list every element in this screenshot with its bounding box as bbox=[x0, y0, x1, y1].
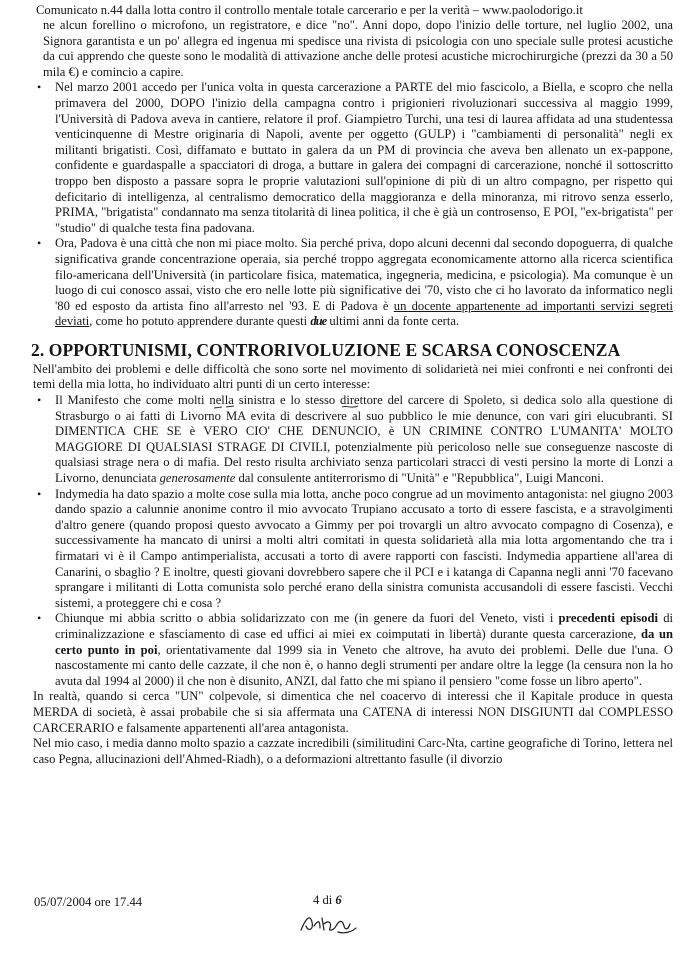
bold-text: precedenti episodi bbox=[558, 611, 658, 626]
bullet-icon: • bbox=[37, 80, 42, 95]
intro-paragraph-continuation: ne alcun forellino o microfono, un registratore, e dice "no". Anni dopo, dopo l'inizio delle torture, nel luglio 2002, una Signora garantista e un po' allegra ed ingenua mi spedisce una rivista di psicologia con uno speciale sulle protesi acustiche da cui apprendo che queste sono le modalità di attivazione anche delle protesi acustiche microchirurgiche (prezzi da 30 a 50 mila €) e comincio a capire. bbox=[43, 18, 673, 79]
bullet-icon: • bbox=[37, 611, 42, 626]
section-intro-paragraph: Nell'ambito dei problemi e delle difficoltà che sono sorte nel movimento di solidarietà nei miei confronti e nei confronti dei temi della mia lotta, ho individuato altri punti di un certo interesse: bbox=[33, 361, 673, 392]
bullet-icon: • bbox=[37, 393, 42, 408]
handwritten-signature-icon bbox=[298, 910, 360, 936]
list-item bbox=[33, 80, 673, 236]
bullet-text: , orientativamente dal 1999 sia in Veneto che altrove, ha avuto dei problemi. Delle due l'una. O nascostamente mi canto delle cazzate, il che non è, o hanno degli strumenti per andare oltre la legge (la censura non la ho avuta dal 1994 al 2000) il che non è disunito, ANZI, dal fatto che mi spiano il pensiero "come fosse un libro aperto". bbox=[55, 642, 673, 688]
document-body bbox=[33, 18, 673, 767]
underlined-text: un docente appartenente ad importanti servizi segreti deviati bbox=[55, 298, 674, 329]
italic-text: generosamente bbox=[159, 471, 236, 486]
bold-text: da un certo punto in poi bbox=[55, 626, 673, 657]
bullet-text: Ora, Padova è una città che non mi piace molto. Sia perché priva, dopo alcuni decenni dal secondo dopoguerra, di qualche significativa grande concentrazione operaia, sia perché troppo aggregata economicamente attorno alla ricerca scientifica filo-americana dell'Università (in particolare fisica, matematica, ingegneria, medicina, e psicologia). Ma comunque è un luogo di cui conosco assai, visto che ero nelle lotte più significative dei '70, visto che ci ho lavorato da informatico negli '80 ed esposto da artista fino all'arresto nel '93. E di Padova è bbox=[55, 236, 673, 313]
bullet-text: Il Manifesto che come molti nella sinistra e lo stesso direttore del carcere di Spoleto, si dedica solo alla questione di Strasburgo o ai fatti di Livorno MA evita di descrivere al suo pubblico le mie denunce, con vari giri elucubranti. SI DIMENTICA CHE SE è VERO CIO' CHE DENUNCIO, è UN CRIMINE CONTRO L'UMANITA' MOLTO MAGGIORE DI QUALSIASI STRAGE DI CIVILI, potenzialmente più pericoloso nelle sue conseguenze nascoste di qualsiasi strage nera o di mafia. Del resto risulta archiviato senza particolari stracci di vesti persino la morte di Lonzi a Livorno, denunciata bbox=[55, 393, 673, 486]
bullet-text: Indymedia ha dato spazio a molte cose sulla mia lotta, anche poco congrue ad un movimento antagonista: nel giugno 2003 dando spazio a calunnie anonime contro il mio avvocato Trupiano accusato a torto di essere fascista, e a stravolgimenti d'altro genere (quando proposi questo avvocato a Gimmy per poi trovargli un altro avvocato compagno di Cosenza), e successivamente ha mancato di unirsi a molti altri comitati in questa solidarietà alla mia lotta argomentando che tra i firmatari vi è il Campo antimperialista, accusati a torto di avere rapporti con fascisti. Indymedia appartiene all'area di Canarini, o sbaglio ? E inoltre, questi giovani dovrebbero sapere che il PCI e i katanga di Capanna negli anni '70 facevano sprangare i militanti di Lotta comunista solo perché erano della sinistra comunista accusandoli di essere fascisti. Vecchi sistemi, a proteggere chi e cosa ? bbox=[55, 486, 673, 610]
pen-mark-icon bbox=[212, 403, 240, 411]
page-header: Comunicato n.44 dalla lotta contro il controllo mentale totale carcerario e per la verità – www.paolodorigo.it bbox=[36, 3, 583, 17]
bullet-icon: • bbox=[37, 236, 42, 251]
page-number bbox=[313, 893, 342, 909]
section-heading: 2. OPPORTUNISMI, CONTRORIVOLUZIONE E SCARSA CONOSCENZA bbox=[31, 339, 621, 360]
bullet-list-2 bbox=[33, 393, 673, 689]
closing-paragraph: In realtà, quando si cerca "UN" colpevole, si dimentica che nel coacervo di interessi che il Kapitale produce in questa MERDA di società, è assai probabile che si sia affermata una CATENA di interessi NON DISGIUNTI dal COMPLESSO CARCERARIO e falsamente appartenenti all'area antagonista. bbox=[33, 689, 673, 735]
bullet-text: dal consulente antiterrorismo di "Unità" e "Repubblica", Luigi Manconi. bbox=[235, 471, 604, 486]
bullet-text: Chiunque mi abbia scritto o abbia solidarizzato con me (in genere da fuori del Veneto, visti i bbox=[55, 611, 559, 626]
page-total-handwritten: 6 bbox=[335, 893, 342, 907]
bullet-list-1 bbox=[33, 80, 673, 330]
page-number-label: 4 di bbox=[313, 893, 333, 907]
pen-mark-icon bbox=[340, 403, 360, 411]
list-item bbox=[33, 611, 673, 689]
bullet-text: Nel marzo 2001 accedo per l'unica volta in questa carcerazione a PARTE del mio fascicolo, a Biella, e scopro che nella primavera del 2000, DOPO l'inizio della campagna contro i prigionieri rivoluzionari successiva al maggio 1999, l'Università di Padova aveva in cantiere, relatore il prof. Giampietro Turchi, una tesi di laurea affidata ad una studentessa venticinquenne di Mestre originaria di Napoli, avente per oggetto (GULP) i "cambiamenti di personalità" negli ex militanti brigatisti. Così, diffamato e buttato in galera da un PM di provincia che aveva ben allenato un ex-pappone, confidente e guardaspalle a spacciatori di droga, a buttare in galera dei compagni di carcerazione, nonché il sottoscritto troppo ben disposto a passare sopra le proprie valutazioni sull'opinione di più di un altro compagno, per rispetto qui deficitario di intelligenza, al centralismo democratico della maggioranza e della minoranza, mi ritrovo senza esserlo, PRIMA, "brigatista" condannato ma senza titolarità di linea politica, il che è già un controsenso, E POI, "ex-brigatista" per "studio" di qualche testa fina padovana. bbox=[55, 80, 673, 235]
bullet-text: di criminalizzazione e sfasciamento di case ed uffici ai miei ex coimputati in libertà) durante questa carcerazione, bbox=[55, 611, 673, 641]
handwritten-correction: due bbox=[310, 314, 327, 329]
footer-timestamp: 05/07/2004 ore 17.44 bbox=[34, 895, 143, 909]
bullet-text: ultimi anni da fonte certa. bbox=[326, 314, 460, 329]
list-item bbox=[33, 236, 673, 330]
closing-paragraph: Nel mio caso, i media danno molto spazio a cazzate incredibili (similitudini Carc-Nta, cartine geografiche di Torino, lettera nel caso Pegna, allucinazioni dell'Ahmed-Riadh), o a deformazioni altrettanto fasulle (il divorzio bbox=[33, 736, 673, 766]
bullet-icon: • bbox=[37, 486, 42, 501]
list-item bbox=[33, 487, 673, 612]
bullet-text: , come ho potuto apprendere durante questi bbox=[89, 314, 311, 329]
